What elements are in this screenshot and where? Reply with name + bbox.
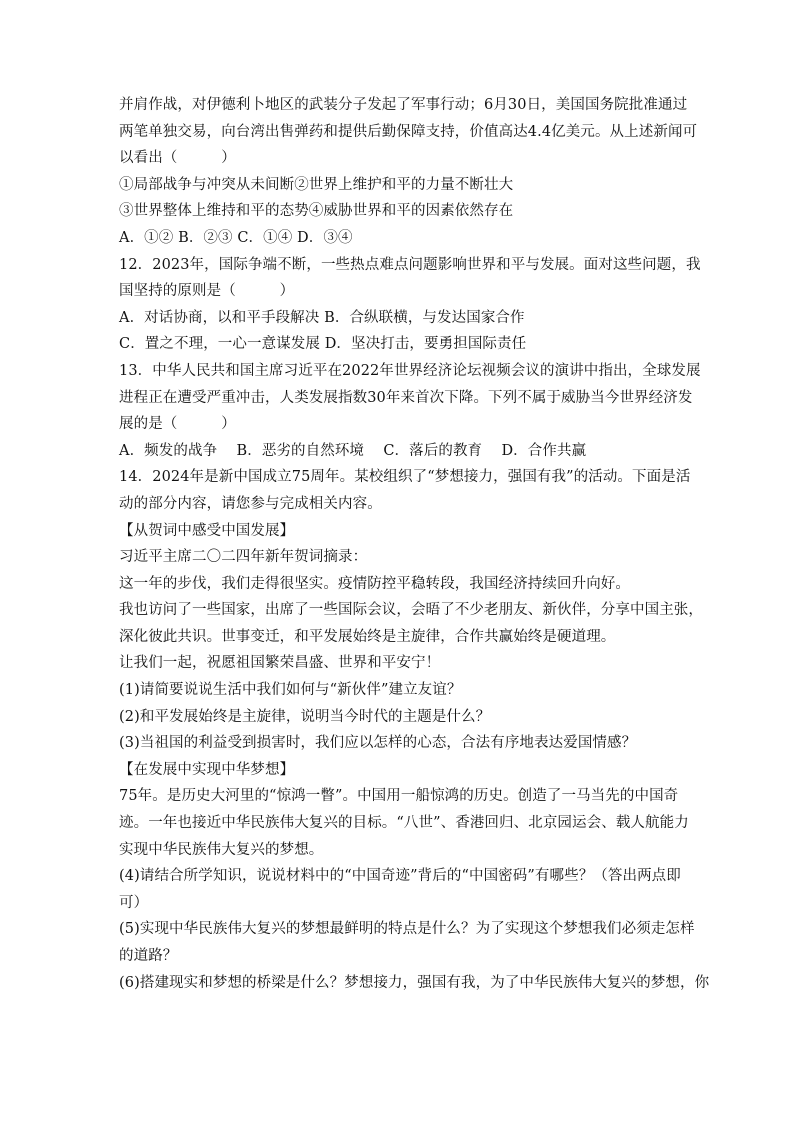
section-heading: 【从贺词中感受中国发展】 (119, 522, 295, 539)
sub-question: (1)请简要说说生活中我们如何与“新伙伴”建立友谊？ (119, 682, 462, 699)
text-line: 实现中华民族伟大复兴的梦想。 (119, 841, 324, 858)
sub-question: (3)当祖国的利益受到损害时，我们应以怎样的心态，合法有序地表达爱国情感？ (119, 735, 637, 752)
text-line: 并肩作战，对伊德利卜地区的武装分子发起了军事行动；6月30日，美国国务院批准通过 (119, 97, 688, 113)
answer-choices: A．对话协商，以和平手段解决 B．合纵联横，与发达国家合作 (119, 309, 525, 326)
sub-question: (5)实现中华民族伟大复兴的梦想最鲜明的特点是什么？为了实现这个梦想我们必须走怎样 (119, 921, 695, 938)
sub-question: (4)请结合所学知识，说说材料中的“中国奇迹”背后的“中国密码”有哪些？（答出两点即 (119, 868, 681, 885)
text-line: 迹。一年也接近中华民族伟大复兴的目标。“八世”、香港回归、北京园运会、载人航能力 (119, 815, 689, 832)
text-line: 我也访问了一些国家，出席了一些国际会议，会晤了不少老朋友、新伙伴，分享中国主张， (119, 602, 703, 619)
text-line: 的道路？ (119, 948, 178, 964)
text-line: 两笔单独交易，向台湾出售弹药和提供后勤保障支持，价值高达4.4亿美元。从上述新闻可 (119, 123, 698, 140)
text-line: 让我们一起，祝愿祖国繁荣昌盛、世界和平安宁！ (119, 655, 441, 672)
sub-question: (2)和平发展始终是主旋律，说明当今时代的主题是什么？ (119, 708, 491, 725)
text-line: 展的是（ ） (119, 416, 236, 433)
question-12: 12．2023年，国际争端不断，一些热点难点问题影响世界和平与发展。面对这些问题，我 (119, 256, 701, 273)
text-line: 深化彼此共识。世事变迁，和平发展始终是主旋律，合作共赢始终是硬道理。 (119, 628, 616, 645)
answer-choices: C．置之不理，一心一意谋发展 D．坚决打击，要勇担国际责任 (119, 336, 527, 353)
question-13: 13．中华人民共和国主席习近平在2022年世界经济论坛视频会议的演讲中指出，全球发展 (119, 362, 701, 379)
text-line: 这一年的步伐，我们走得很坚实。疫情防控平稳转段，我国经济持续回升向好。 (119, 575, 630, 592)
answer-choices: A．①② B．②③ C．①④ D．③④ (119, 229, 353, 246)
text-line: 动的部分内容，请您参与完成相关内容。 (119, 495, 382, 512)
option-line: ①局部战争与冲突从未间断②世界上维护和平的力量不断壮大 (119, 176, 514, 193)
section-heading: 【在发展中实现中华梦想】 (119, 761, 295, 778)
sub-question: (6)搭建现实和梦想的桥梁是什么？梦想接力，强国有我，为了中华民族伟大复兴的梦想，你 (119, 974, 710, 991)
answer-choices: A．频发的战争 B．恶劣的自然环境 C．落后的教育 D．合作共赢 (119, 442, 587, 459)
text-line: 以看出（ ） (119, 150, 236, 167)
document-body (119, 92, 710, 996)
text-line: 进程正在遭受严重冲击，人类发展指数30年来首次下降。下列不属于威胁当今世界经济发 (119, 389, 693, 406)
text-line: 可） (119, 894, 149, 911)
option-line: ③世界整体上维持和平的态势④威胁世界和平的因素依然存在 (119, 203, 514, 220)
question-14: 14．2024年是新中国成立75周年。某校组织了“梦想接力，强国有我”的活动。下面是活 (119, 469, 691, 486)
text-line: 习近平主席二〇二四年新年贺词摘录： (119, 549, 368, 566)
text-line: 国坚持的原则是（ ） (119, 283, 295, 300)
text-line: 75年。是历史大河里的“惊鸿一瞥”。中国用一船惊鸿的历史。创造了一马当先的中国奇 (119, 788, 679, 805)
